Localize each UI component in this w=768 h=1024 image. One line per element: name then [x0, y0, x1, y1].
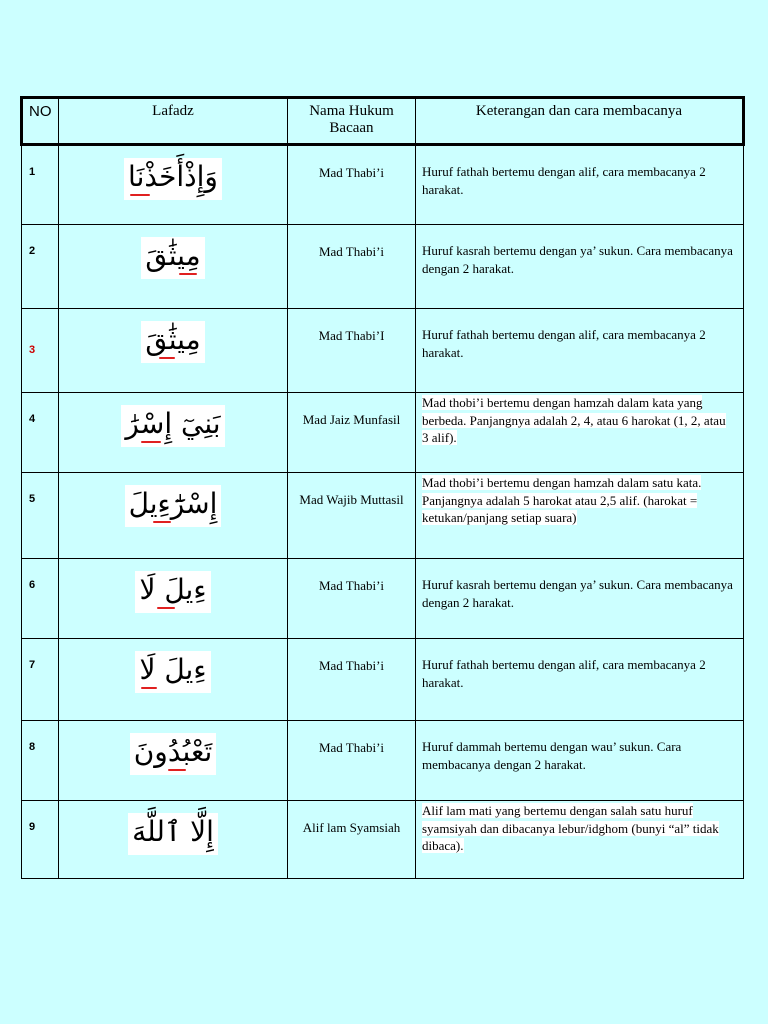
row-number: 5 [22, 473, 59, 559]
arabic-text: وَإِذْأَخَذْنَا [124, 158, 222, 200]
hukum-cell: Mad Thabi’i [288, 225, 416, 309]
arabic-text: تَعْبُدُونَ [130, 733, 217, 775]
table-row [22, 145, 744, 225]
table-row [22, 639, 744, 721]
header-lafadz: Lafadz [59, 98, 288, 145]
row-number: 9 [22, 801, 59, 879]
tajwid-table [20, 96, 745, 879]
lafadz-cell [59, 721, 288, 801]
arabic-text: ءِيلَ لَا [135, 571, 210, 613]
hukum-cell: Mad Thabi’i [288, 559, 416, 639]
row-number: 6 [22, 559, 59, 639]
arabic-text: بَنِيٓ إِسْرَٰ [121, 405, 224, 447]
table-row [22, 721, 744, 801]
row-number: 1 [22, 145, 59, 225]
keterangan-cell: Alif lam mati yang bertemu dengan salah satu huruf syamsiyah dan dibacanya lebur/idghom (bunyi “al” tidak dibaca). [416, 801, 744, 879]
row-number: 4 [22, 393, 59, 473]
row-number: 8 [22, 721, 59, 801]
lafadz-cell [59, 309, 288, 393]
row-number: 2 [22, 225, 59, 309]
lafadz-cell [59, 639, 288, 721]
keterangan-cell: Huruf kasrah bertemu dengan ya’ sukun. Cara membacanya dengan 2 harakat. [416, 225, 744, 309]
keterangan-cell: Mad thobi’i bertemu dengan hamzah dalam kata yang berbeda. Panjangnya adalah 2, 4, atau 6 harokat (1, 2, atau 3 alif). [416, 393, 744, 473]
header-keterangan: Keterangan dan cara membacanya [416, 98, 744, 145]
lafadz-cell [59, 393, 288, 473]
hukum-cell: Mad Wajib Muttasil [288, 473, 416, 559]
table-row [22, 225, 744, 309]
hukum-cell: Mad Thabi’i [288, 639, 416, 721]
arabic-text: مِيثَٰقَ [141, 237, 204, 279]
table-row [22, 473, 744, 559]
hukum-cell: Mad Thabi’i [288, 145, 416, 225]
row-number: 7 [22, 639, 59, 721]
keterangan-cell: Huruf dammah bertemu dengan wau’ sukun. Cara membacanya dengan 2 harakat. [416, 721, 744, 801]
lafadz-cell [59, 559, 288, 639]
hukum-cell: Mad Jaiz Munfasil [288, 393, 416, 473]
lafadz-cell [59, 225, 288, 309]
arabic-text: إِلَّا ٱللَّهَ [128, 813, 218, 855]
keterangan-cell: Huruf fathah bertemu dengan alif, cara membacanya 2 harakat. [416, 309, 744, 393]
hukum-cell: Mad Thabi’I [288, 309, 416, 393]
lafadz-cell [59, 145, 288, 225]
arabic-text: ءِيلَ لَا [135, 651, 210, 693]
header-hukum: Nama Hukum Bacaan [288, 98, 416, 145]
keterangan-cell: Huruf fathah bertemu dengan alif, cara membacanya 2 harakat. [416, 145, 744, 225]
table-row [22, 309, 744, 393]
hukum-cell: Alif lam Syamsiah [288, 801, 416, 879]
header-no: NO [22, 98, 59, 145]
hukum-cell: Mad Thabi’i [288, 721, 416, 801]
keterangan-cell: Huruf fathah bertemu dengan alif, cara membacanya 2 harakat. [416, 639, 744, 721]
table-row [22, 393, 744, 473]
arabic-text: إِسْرَٰٓءِيلَ [125, 485, 222, 527]
arabic-text: مِيثَٰقَ [141, 321, 204, 363]
header-row [22, 98, 744, 145]
lafadz-cell [59, 801, 288, 879]
row-number: 3 [22, 309, 59, 393]
table-row [22, 801, 744, 879]
table-row [22, 559, 744, 639]
keterangan-cell: Huruf kasrah bertemu dengan ya’ sukun. Cara membacanya dengan 2 harakat. [416, 559, 744, 639]
keterangan-cell: Mad thobi’i bertemu dengan hamzah dalam satu kata. Panjangnya adalah 5 harokat atau 2,5 alif. (harokat = ketukan/panjang setiap suara) [416, 473, 744, 559]
lafadz-cell [59, 473, 288, 559]
